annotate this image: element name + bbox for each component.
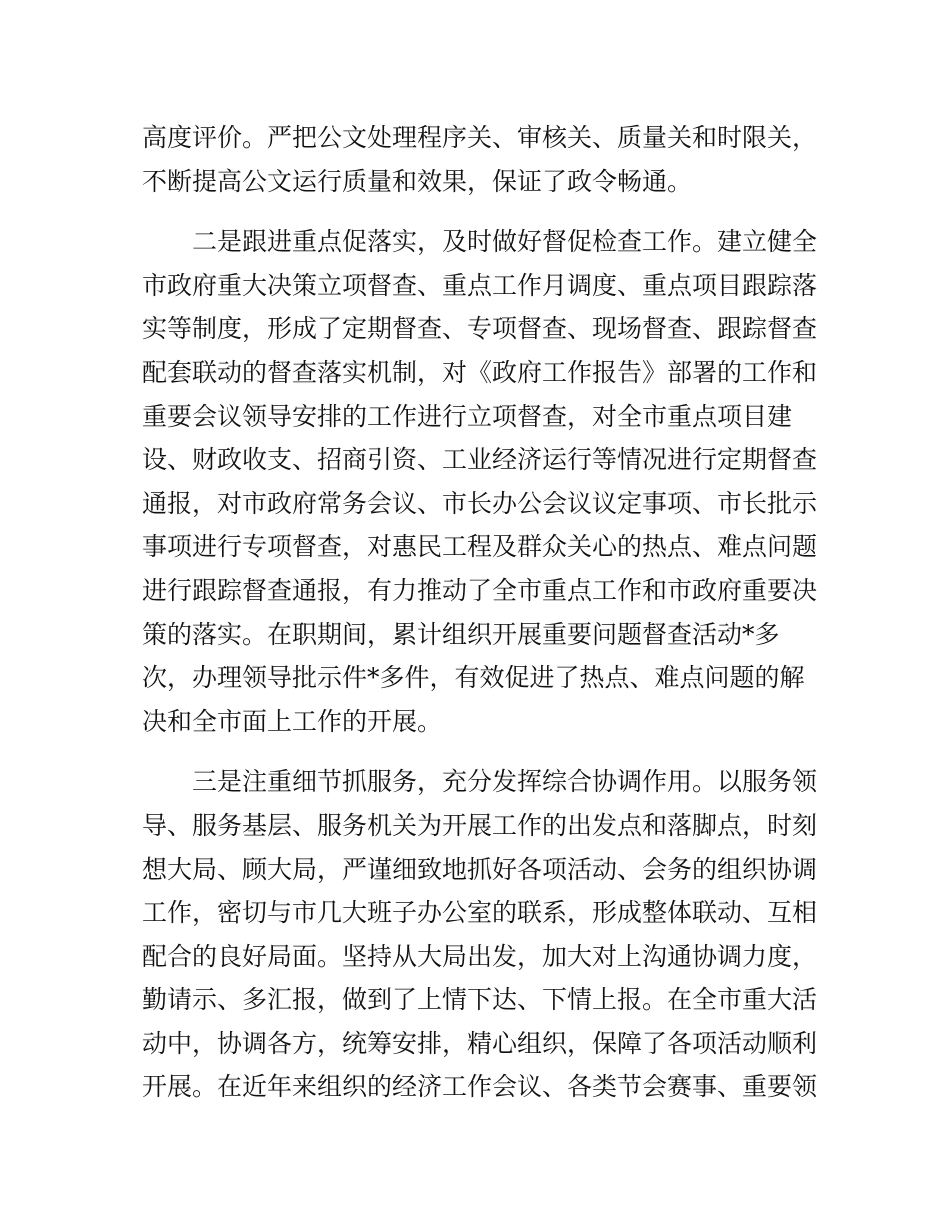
text-line: 开展。在近年来组织的经济工作会议、各类节会赛事、重要领 (142, 1072, 818, 1102)
document-body (142, 116, 822, 1109)
text-line: 通报，对市政府常务会议、市长办公会议议定事项、市长批示 (142, 488, 818, 518)
text-line: 市政府重大决策立项督查、重点工作月调度、重点项目跟踪落 (142, 270, 818, 300)
text-line: 实等制度，形成了定期督查、专项督查、现场督查、跟踪督查 (142, 314, 818, 344)
text-line: 重要会议领导安排的工作进行立项督查，对全市重点项目建 (142, 401, 793, 431)
text-line: 不断提高公文运行质量和效果，保证了政令畅通。 (142, 166, 693, 196)
text-line: 二是跟进重点促落实，及时做好督促检查工作。建立健全 (192, 227, 818, 257)
paragraph-3 (142, 760, 822, 1109)
text-line: 事项进行专项督查，对惠民工程及群众关心的热点、难点问题 (142, 532, 818, 562)
paragraph-1 (142, 116, 822, 203)
text-line: 三是注重细节抓服务，充分发挥综合协调作用。以服务领 (192, 767, 818, 797)
text-line: 想大局、顾大局，严谨细致地抓好各项活动、会务的组织协调 (142, 854, 818, 884)
text-line: 配合的良好局面。坚持从大局出发，加大对上沟通协调力度， (142, 941, 818, 971)
paragraph-2 (142, 220, 822, 743)
text-line: 策的落实。在职期间，累计组织开展重要问题督查活动*多 (142, 619, 780, 649)
paragraph-spacer (142, 203, 822, 220)
text-line: 决和全市面上工作的开展。 (142, 706, 443, 736)
text-line: 工作，密切与市几大班子办公室的联系，形成整体联动、互相 (142, 898, 818, 928)
text-line: 高度评价。严把公文处理程序关、审核关、质量关和时限关， (142, 123, 818, 152)
text-line: 导、服务基层、服务机关为开展工作的出发点和落脚点，时刻 (142, 810, 818, 840)
text-line: 设、财政收支、招商引资、工业经济运行等情况进行定期督查 (142, 445, 818, 475)
text-line: 次，办理领导批示件*多件，有效促进了热点、难点问题的解 (142, 663, 805, 693)
text-line: 勤请示、多汇报，做到了上情下达、下情上报。在全市重大活 (142, 985, 818, 1015)
text-line: 配套联动的督查落实机制，对《政府工作报告》部署的工作和 (142, 357, 818, 387)
paragraph-spacer (142, 743, 822, 760)
text-line: 进行跟踪督查通报，有力推动了全市重点工作和市政府重要决 (142, 575, 818, 605)
text-line: 动中，协调各方，统筹安排，精心组织，保障了各项活动顺利 (142, 1028, 818, 1058)
